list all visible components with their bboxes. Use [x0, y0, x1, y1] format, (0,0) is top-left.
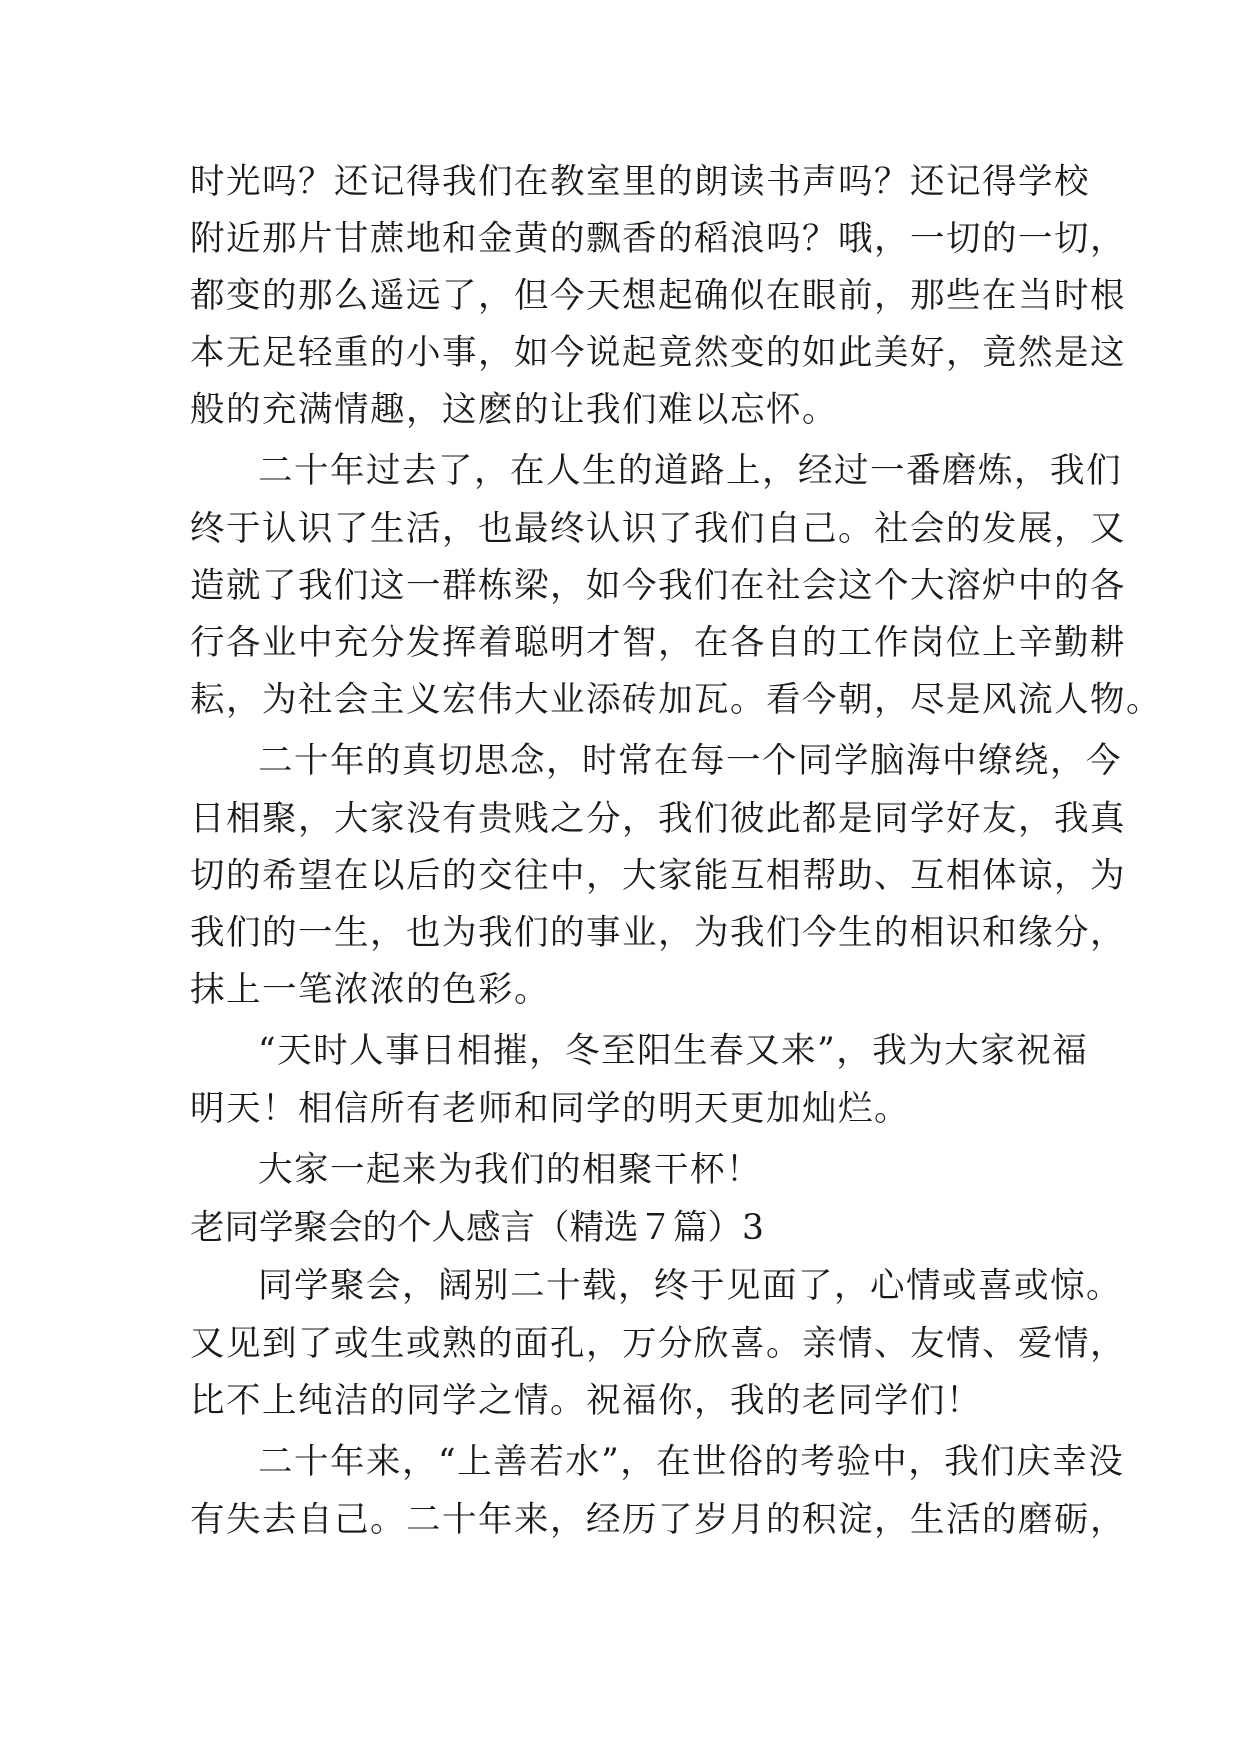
text-line: 时光吗？还记得我们在教室里的朗读书声吗？还记得学校	[190, 162, 1090, 202]
text-line: 都变的那么遥远了，但今天想起确似在眼前，那些在当时根	[190, 276, 1126, 316]
paragraph-start-line: 大家一起来为我们的相聚干杯！	[258, 1150, 762, 1190]
text-line: 终于认识了生活，也最终认识了我们自己。社会的发展，又	[190, 509, 1126, 549]
paragraph-start-line: “天时人事日相摧，冬至阳生春又来”，我为大家祝福	[258, 1031, 1089, 1071]
paragraph-start-line: 二十年的真切思念，时常在每一个同学脑海中缭绕，今	[258, 741, 1122, 781]
text-line: 切的希望在以后的交往中，大家能互相帮助、互相体谅，为	[190, 856, 1126, 896]
text-line: 本无足轻重的小事，如今说起竟然变的如此美好，竟然是这	[190, 333, 1126, 373]
text-line: 我们的一生，也为我们的事业，为我们今生的相识和缘分，	[190, 913, 1126, 953]
text-line: 比不上纯洁的同学之情。祝福你，我的老同学们！	[190, 1381, 982, 1421]
text-line: 耘，为社会主义宏伟大业添砖加瓦。看今朝，尽是风流人物。	[190, 680, 1162, 720]
text-line: 日相聚，大家没有贵贱之分，我们彼此都是同学好友，我真	[190, 799, 1126, 839]
text-line: 抹上一笔浓浓的色彩。	[190, 970, 550, 1010]
text-line: 造就了我们这一群栋梁，如今我们在社会这个大溶炉中的各	[190, 566, 1126, 606]
text-line: 行各业中充分发挥着聪明才智，在各自的工作岗位上辛勤耕	[190, 623, 1126, 663]
paragraph-start-line: 二十年来，“上善若水”，在世俗的考验中，我们庆幸没	[258, 1442, 1125, 1482]
paragraph-start-line: 同学聚会，阔别二十载，终于见面了，心情或喜或惊。	[258, 1266, 1122, 1306]
section-heading: 老同学聚会的个人感言（精选７篇）3	[190, 1208, 764, 1248]
text-line: 又见到了或生或熟的面孔，万分欣喜。亲情、友情、爱情，	[190, 1324, 1126, 1364]
paragraph-start-line: 二十年过去了，在人生的道路上，经过一番磨炼，我们	[258, 451, 1122, 491]
text-line: 明天！相信所有老师和同学的明天更加灿烂。	[190, 1089, 910, 1129]
text-line: 有失去自己。二十年来，经历了岁月的积淀，生活的磨砺，	[190, 1500, 1126, 1540]
text-line: 般的充满情趣，这麽的让我们难以忘怀。	[190, 390, 838, 430]
text-line: 附近那片甘蔗地和金黄的飘香的稻浪吗？哦，一切的一切，	[190, 219, 1126, 259]
